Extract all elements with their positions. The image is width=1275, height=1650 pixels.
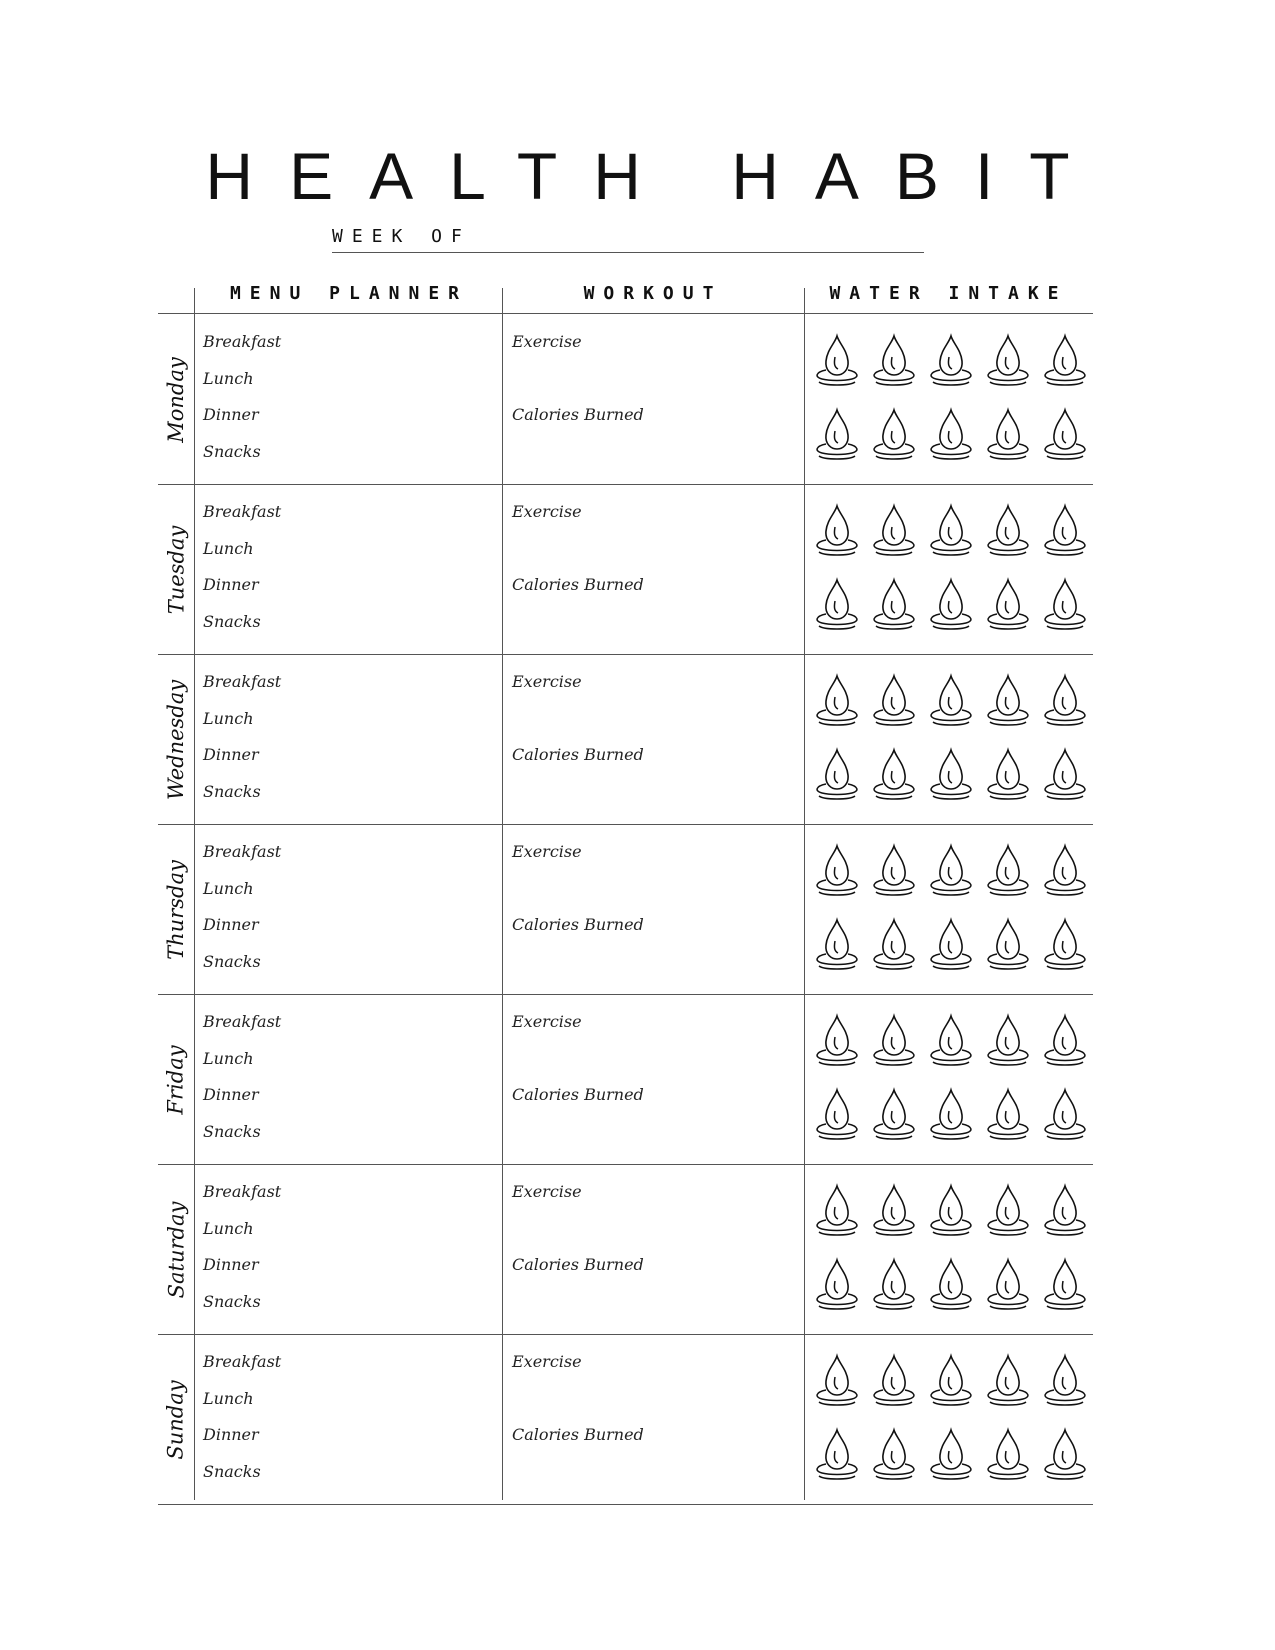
water-drop-icon[interactable] [983,503,1033,561]
day-label-text: Tuesday [164,525,189,615]
water-drop-icon[interactable] [812,333,862,391]
meal-label-lunch: Lunch [203,708,254,728]
water-tracker-friday [812,1013,1092,1153]
water-drop-icon[interactable] [983,407,1033,465]
water-drop-icon[interactable] [926,1353,976,1411]
column-divider [804,288,805,1500]
row-divider [158,994,1093,995]
water-drop-icon[interactable] [869,747,919,805]
row-divider [158,654,1093,655]
meal-label-breakfast: Breakfast [203,332,282,351]
column-header-menu: MENU PLANNER [229,283,469,304]
meal-label-dinner: Dinner [203,575,259,594]
water-drop-icon[interactable] [983,1353,1033,1411]
water-drop-icon[interactable] [1040,503,1090,561]
water-drop-icon[interactable] [926,1427,976,1485]
water-drop-icon[interactable] [869,1427,919,1485]
column-header-workout: WORKOUT [583,283,723,304]
water-drop-icon[interactable] [983,843,1033,901]
calories-burned-label: Calories Burned [512,745,644,764]
row-divider [158,1334,1093,1335]
water-drop-icon[interactable] [926,577,976,635]
day-label-text: Friday [164,1045,188,1115]
meal-label-snacks: Snacks [203,611,261,631]
water-drop-icon[interactable] [869,1257,919,1315]
water-drop-icon[interactable] [812,747,862,805]
calories-burned-label: Calories Burned [512,915,644,934]
meal-label-breakfast: Breakfast [203,672,282,691]
water-drop-icon[interactable] [812,843,862,901]
water-drop-icon[interactable] [812,407,862,465]
water-drop-icon[interactable] [926,843,976,901]
calories-burned-label: Calories Burned [512,405,644,424]
water-drop-icon[interactable] [869,843,919,901]
meal-label-snacks: Snacks [203,781,261,801]
meal-label-lunch: Lunch [203,538,254,558]
day-label-text: Saturday [164,1201,188,1299]
water-drop-icon[interactable] [1040,1183,1090,1241]
water-drop-icon[interactable] [1040,1013,1090,1071]
exercise-label: Exercise [512,332,582,351]
exercise-label: Exercise [512,672,582,691]
column-divider [194,288,195,1500]
water-drop-icon[interactable] [926,1013,976,1071]
day-label-wednesday [158,655,194,825]
water-drop-icon[interactable] [869,1087,919,1145]
column-header-water: WATER INTAKE [829,283,1068,304]
water-drop-icon[interactable] [812,503,862,561]
meal-label-lunch: Lunch [203,878,254,898]
water-drop-icon[interactable] [926,747,976,805]
water-drop-icon[interactable] [1040,1427,1090,1485]
meal-label-lunch: Lunch [203,368,254,388]
meal-label-dinner: Dinner [203,1085,259,1104]
water-tracker-wednesday [812,673,1092,813]
meal-label-dinner: Dinner [203,1425,259,1444]
water-drop-icon[interactable] [926,673,976,731]
water-drop-icon[interactable] [983,917,1033,975]
water-tracker-thursday [812,843,1092,983]
water-drop-icon[interactable] [869,333,919,391]
water-drop-icon[interactable] [926,917,976,975]
day-label-sunday [158,1335,194,1505]
water-drop-icon[interactable] [1040,843,1090,901]
water-tracker-tuesday [812,503,1092,643]
water-drop-icon[interactable] [1040,673,1090,731]
row-divider [158,1504,1093,1505]
water-drop-icon[interactable] [1040,1257,1090,1315]
water-drop-icon[interactable] [869,407,919,465]
water-drop-icon[interactable] [983,1183,1033,1241]
meal-label-breakfast: Breakfast [203,842,282,861]
exercise-label: Exercise [512,842,582,861]
water-drop-icon[interactable] [869,1013,919,1071]
water-drop-icon[interactable] [869,503,919,561]
header-divider [158,313,1093,314]
meal-label-breakfast: Breakfast [203,1352,282,1371]
column-divider [502,288,503,1500]
meal-label-breakfast: Breakfast [203,1012,282,1031]
meal-label-snacks: Snacks [203,1121,261,1141]
calories-burned-label: Calories Burned [512,575,644,594]
water-drop-icon[interactable] [983,1427,1033,1485]
day-label-friday [158,995,194,1165]
water-drop-icon[interactable] [869,1183,919,1241]
day-label-text: Wednesday [164,679,188,801]
meal-label-dinner: Dinner [203,745,259,764]
day-label-monday [158,315,194,485]
water-drop-icon[interactable] [983,577,1033,635]
water-drop-icon[interactable] [812,1427,862,1485]
water-drop-icon[interactable] [1040,577,1090,635]
exercise-label: Exercise [512,1012,582,1031]
water-drop-icon[interactable] [1040,407,1090,465]
meal-label-snacks: Snacks [203,1461,261,1481]
water-drop-icon[interactable] [812,1013,862,1071]
exercise-label: Exercise [512,1182,582,1201]
meal-label-snacks: Snacks [203,441,261,461]
water-drop-icon[interactable] [812,673,862,731]
water-drop-icon[interactable] [926,503,976,561]
water-drop-icon[interactable] [926,1087,976,1145]
meal-label-dinner: Dinner [203,915,259,934]
exercise-label: Exercise [512,502,582,521]
exercise-label: Exercise [512,1352,582,1371]
water-drop-icon[interactable] [983,673,1033,731]
water-drop-icon[interactable] [926,407,976,465]
water-drop-icon[interactable] [869,917,919,975]
page-title: HEALTH HABIT [205,139,1106,213]
meal-label-snacks: Snacks [203,1291,261,1311]
water-drop-icon[interactable] [983,747,1033,805]
row-divider [158,1164,1093,1165]
water-drop-icon[interactable] [983,333,1033,391]
water-drop-icon[interactable] [926,1183,976,1241]
water-drop-icon[interactable] [869,673,919,731]
meal-label-breakfast: Breakfast [203,1182,282,1201]
meal-label-dinner: Dinner [203,1255,259,1274]
calories-burned-label: Calories Burned [512,1255,644,1274]
meal-label-lunch: Lunch [203,1218,254,1238]
day-label-tuesday [158,485,194,655]
day-label-saturday [158,1165,194,1335]
meal-label-breakfast: Breakfast [203,502,282,521]
water-drop-icon[interactable] [812,917,862,975]
water-drop-icon[interactable] [983,1013,1033,1071]
water-tracker-monday [812,333,1092,473]
day-label-text: Sunday [164,1380,189,1460]
day-label-thursday [158,825,194,995]
meal-label-dinner: Dinner [203,405,259,424]
water-drop-icon[interactable] [926,1257,976,1315]
water-drop-icon[interactable] [983,1087,1033,1145]
meal-label-lunch: Lunch [203,1388,254,1408]
water-drop-icon[interactable] [1040,917,1090,975]
water-drop-icon[interactable] [1040,747,1090,805]
calories-burned-label: Calories Burned [512,1425,644,1444]
water-drop-icon[interactable] [1040,1087,1090,1145]
week-of-label: WEEK OF [332,226,471,247]
water-drop-icon[interactable] [812,1087,862,1145]
water-drop-icon[interactable] [812,1183,862,1241]
water-drop-icon[interactable] [983,1257,1033,1315]
water-drop-icon[interactable] [1040,1353,1090,1411]
water-tracker-sunday [812,1353,1092,1493]
day-label-text: Thursday [164,860,189,960]
row-divider [158,824,1093,825]
water-drop-icon[interactable] [926,333,976,391]
meal-label-lunch: Lunch [203,1048,254,1068]
water-drop-icon[interactable] [869,577,919,635]
water-drop-icon[interactable] [869,1353,919,1411]
water-drop-icon[interactable] [812,1353,862,1411]
water-drop-icon[interactable] [812,1257,862,1315]
water-drop-icon[interactable] [812,577,862,635]
water-tracker-saturday [812,1183,1092,1323]
water-drop-icon[interactable] [1040,333,1090,391]
calories-burned-label: Calories Burned [512,1085,644,1104]
meal-label-snacks: Snacks [203,951,261,971]
row-divider [158,484,1093,485]
day-label-text: Monday [164,357,188,443]
